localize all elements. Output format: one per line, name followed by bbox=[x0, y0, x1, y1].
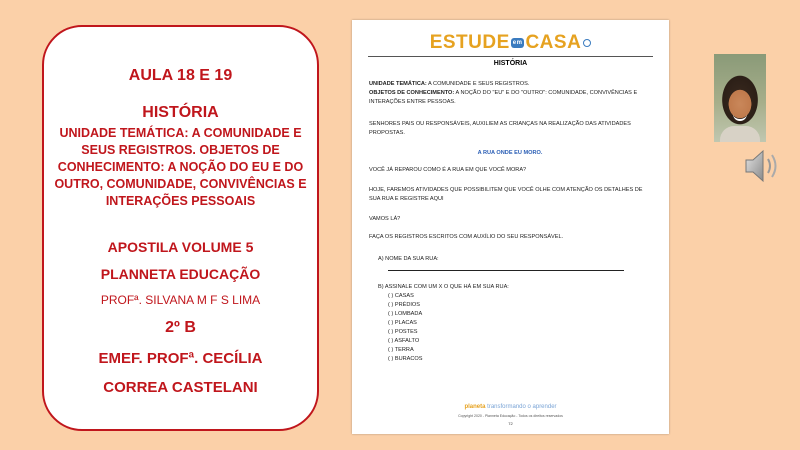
professora-label: PROFª. SILVANA M F S LIMA bbox=[100, 293, 261, 307]
objetos-value: A NOÇÃO DO "EU" E DO "OUTRO": COMUNIDADE, CONVIVÊNCIAS E INTERAÇÕES ENTRE PESSOAS. bbox=[369, 90, 638, 105]
planeta-logo-text: planeta bbox=[464, 404, 486, 410]
option-item: ( ) POSTES bbox=[388, 329, 418, 335]
options-list bbox=[388, 292, 423, 364]
logo-dot-icon bbox=[583, 39, 591, 47]
photo-shoulders bbox=[720, 126, 760, 142]
aula-label: AULA 18 E 19 bbox=[128, 67, 233, 84]
footer-copyright: Copyright 2020 - Planneta Educação - Todos os direitos reservados bbox=[458, 414, 563, 418]
document-page bbox=[352, 20, 669, 434]
option-item: ( ) PRÉDIOS bbox=[388, 302, 421, 308]
unidade-text: UNIDADE TEMÁTICA: A COMUNIDADE E SEUS REGISTROS. OBJETOS DE CONHECIMENTO: A NOÇÃO DO EU E DO OUTRO, COMUNIDADE, CONVIVÊNCIAS E INTERAÇÕES PESSOAIS bbox=[54, 126, 307, 208]
turma-label: 2º B bbox=[165, 319, 196, 336]
question-a: A) NOME DA SUA RUA: bbox=[378, 256, 439, 262]
photo-smile bbox=[733, 114, 747, 121]
objetos-line bbox=[369, 89, 651, 107]
estude-em-casa-logo bbox=[352, 32, 669, 54]
question-b: B) ASSINALE COM UM X O QUE HÁ EM SUA RUA: bbox=[378, 284, 509, 290]
materia-label: HISTÓRIA bbox=[142, 104, 219, 121]
option-item: ( ) CASAS bbox=[388, 293, 414, 299]
logo-text-right: CASA bbox=[525, 32, 582, 53]
option-item: ( ) PLACAS bbox=[388, 320, 417, 326]
planeta-logo-tagline: transformando o aprender bbox=[487, 404, 557, 410]
answer-line bbox=[388, 270, 624, 271]
speaker-icon[interactable] bbox=[743, 148, 783, 184]
logo-text-left: ESTUDE bbox=[429, 32, 510, 53]
planeta-logo bbox=[352, 404, 669, 410]
page-number: 72 bbox=[508, 421, 513, 426]
editora-label: PLANNETA EDUCAÇÃO bbox=[100, 266, 261, 282]
header-rule bbox=[368, 56, 653, 57]
unidade-label: UNIDADE TEMÁTICA: bbox=[369, 81, 427, 87]
paragraph-4: FAÇA OS REGISTROS ESCRITOS COM AUXÍLIO DO SEU RESPONSÁVEL. bbox=[369, 234, 564, 240]
escola-line-1: EMEF. PROFª. CECÍLIA bbox=[98, 350, 263, 367]
option-item: ( ) LOMBADA bbox=[388, 311, 423, 317]
paragraph-3: VAMOS LÁ? bbox=[369, 216, 401, 222]
teacher-photo bbox=[714, 54, 766, 142]
paragraph-1: VOCÊ JÁ REPAROU COMO É A RUA EM QUE VOCÊ MORA? bbox=[369, 167, 527, 173]
pais-paragraph: SENHORES PAIS OU RESPONSÁVEIS, AUXILIEM AS CRIANÇAS NA REALIZAÇÃO DAS ATIVIDADES PROPOSTAS. bbox=[369, 121, 631, 136]
subtitle: A RUA ONDE EU MORO. bbox=[477, 150, 543, 156]
apostila-label: APOSTILA VOLUME 5 bbox=[107, 239, 254, 255]
doc-title: HISTÓRIA bbox=[493, 60, 528, 67]
objetos-label: OBJETOS DE CONHECIMENTO: bbox=[369, 90, 455, 96]
option-item: ( ) ASFALTO bbox=[388, 338, 420, 344]
paragraph-2: HOJE, FAREMOS ATIVIDADES QUE POSSIBILITEM QUE VOCÊ OLHE COM ATENÇÃO OS DETALHES DE SUA RUA E REGISTRE AQUI bbox=[369, 187, 643, 202]
logo-text-em: em bbox=[512, 39, 523, 46]
escola-line-2: CORREA CASTELANI bbox=[103, 379, 258, 396]
unidade-value: A COMUNIDADE E SEUS REGISTROS. bbox=[426, 81, 530, 87]
unidade-line bbox=[369, 80, 651, 89]
option-item: ( ) BURACOS bbox=[388, 356, 423, 362]
option-item: ( ) TERRA bbox=[388, 347, 414, 353]
lesson-info-card bbox=[42, 25, 319, 431]
